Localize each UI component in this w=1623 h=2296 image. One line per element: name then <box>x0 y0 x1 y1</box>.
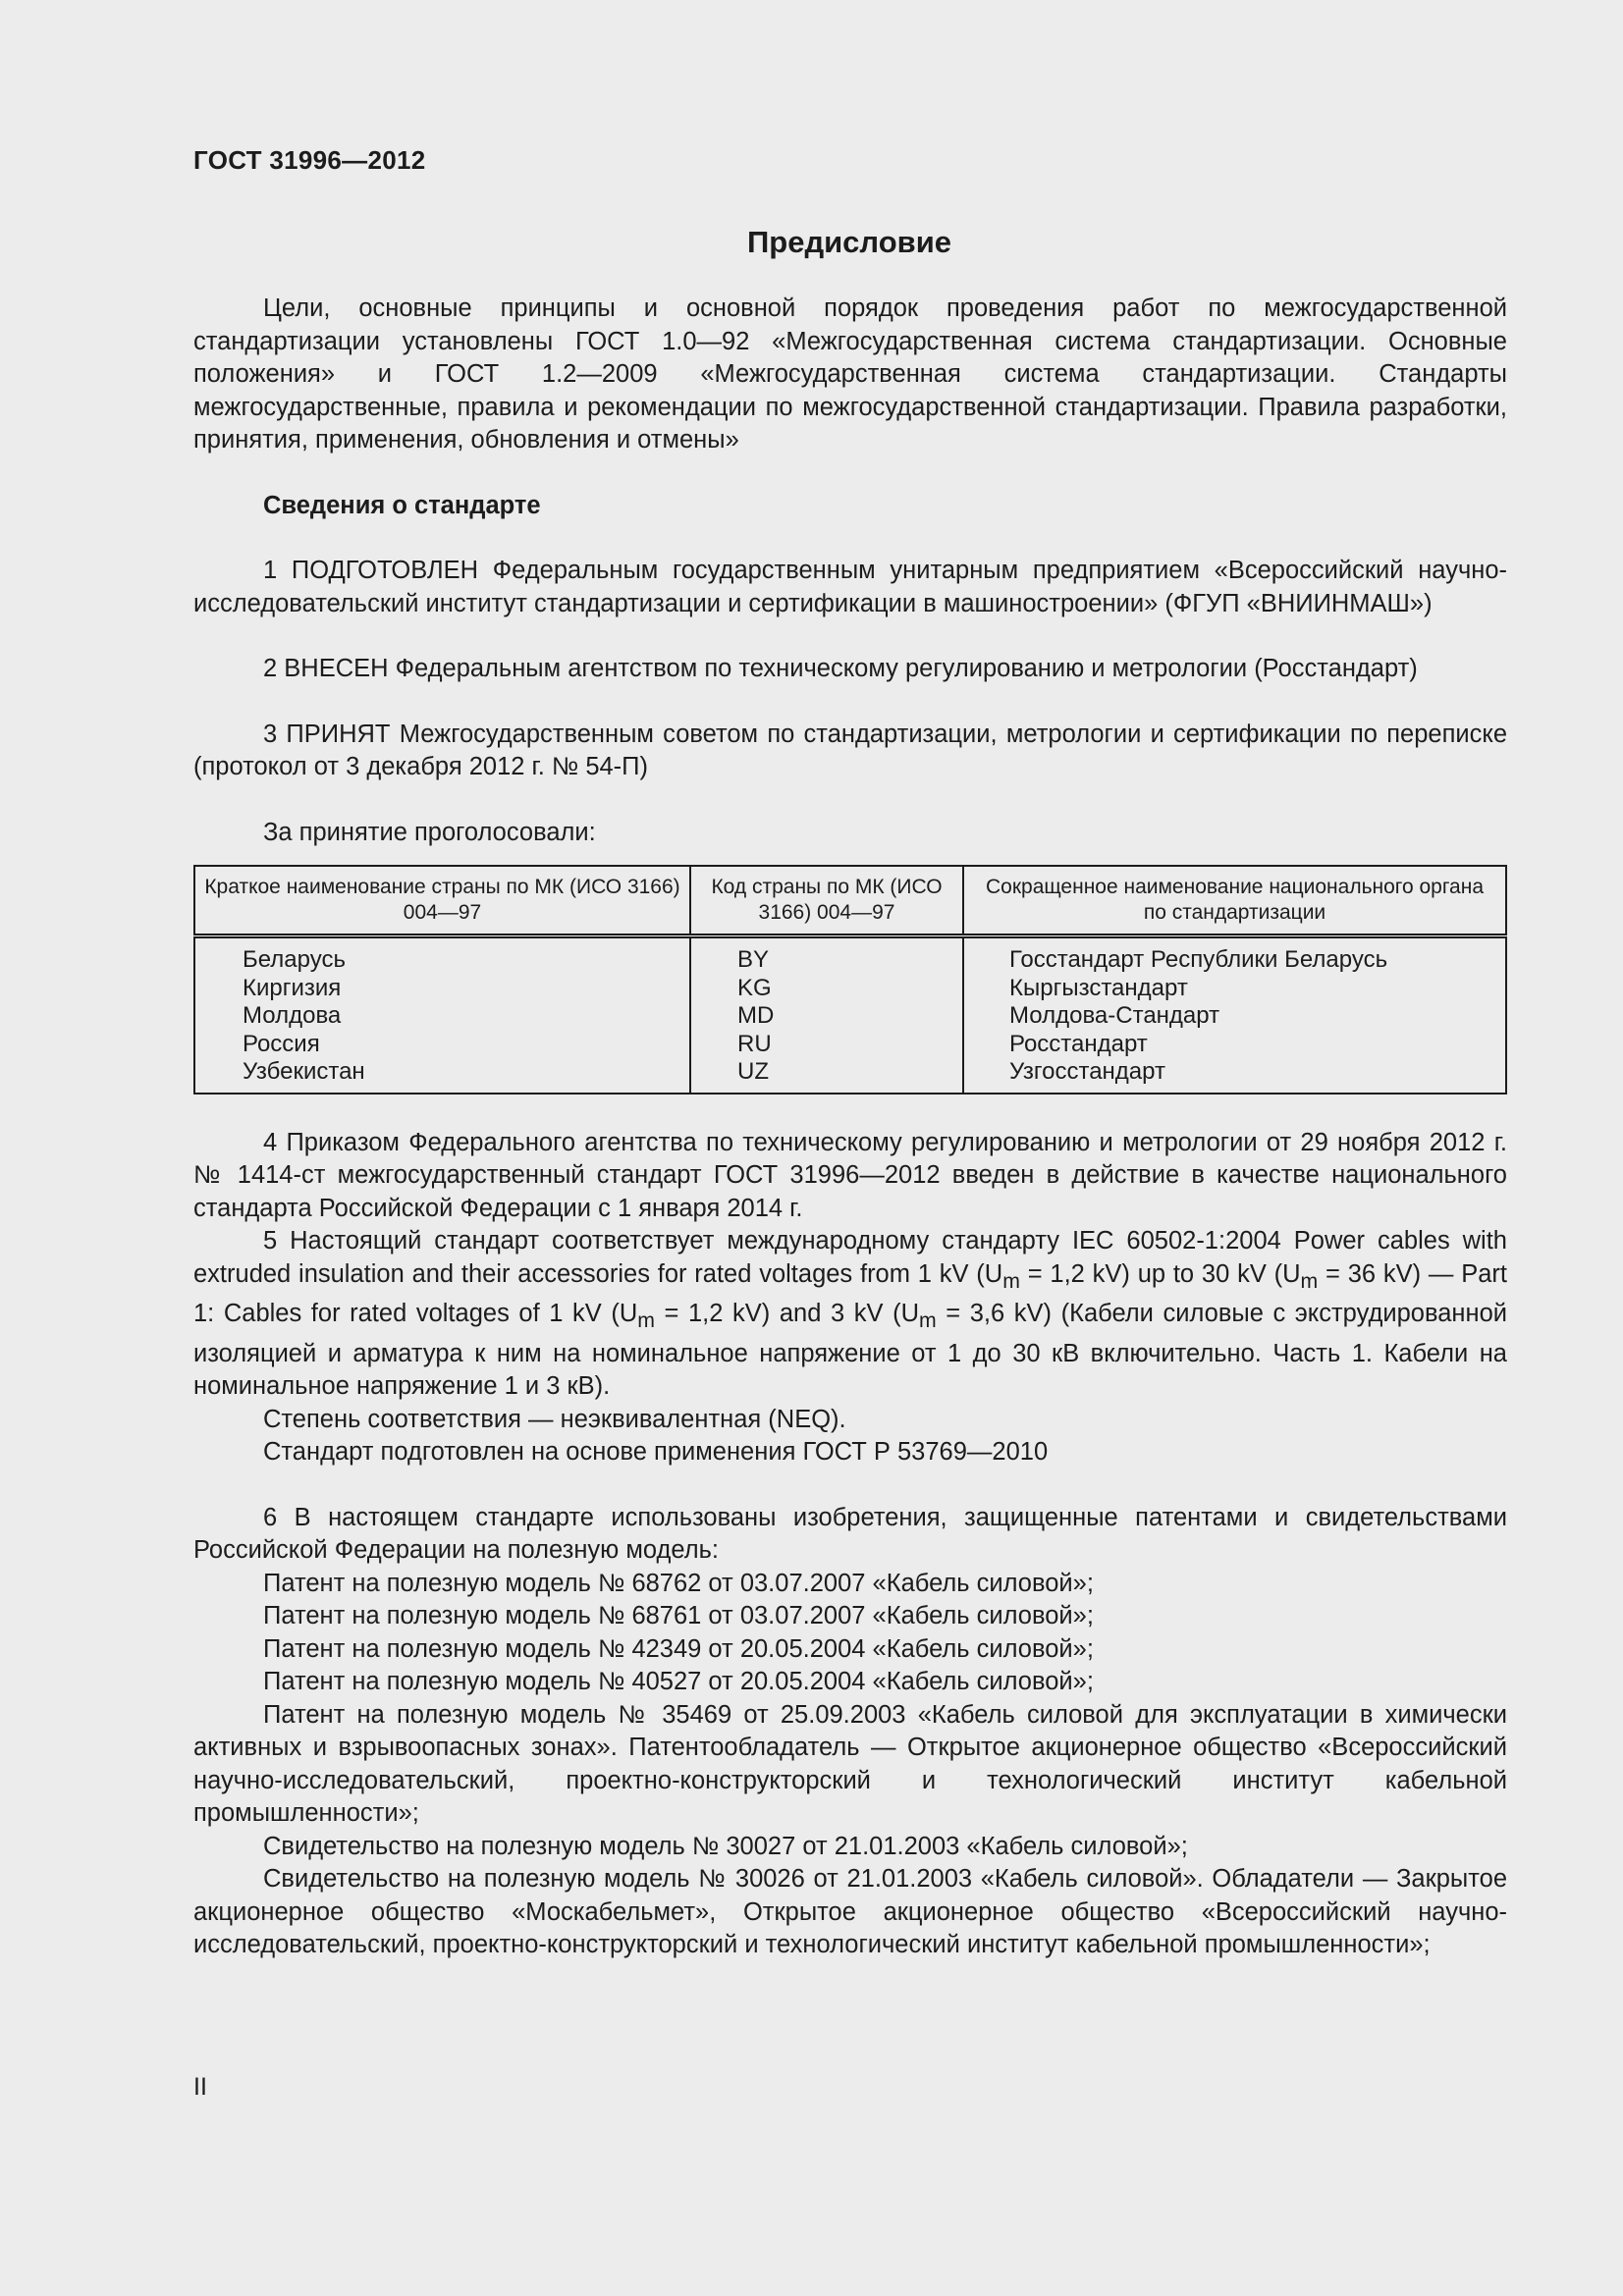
table-header-body: Сокращенное наименование национального органа по стандартизации <box>963 866 1506 936</box>
standard-basis: Стандарт подготовлен на основе применения ГОСТ Р 53769—2010 <box>263 1438 1049 1467</box>
table-cell-body: Кыргызстандарт <box>963 975 1506 1003</box>
table-cell-country: Россия <box>194 1031 690 1059</box>
item-3-paragraph: 3 ПРИНЯТ Межгосударственным советом по стандартизации, метрологии и сертификации по переписке (протокол от 3 декабря 2012 г. № 54-П) <box>193 720 1507 780</box>
table-row <box>194 1002 1506 1031</box>
table-cell-code: UZ <box>690 1058 963 1094</box>
item-1-paragraph: 1 ПОДГОТОВЛЕН Федеральным государственным унитарным предприятием «Всероссийский научно-исследовательский институт стандартизации и сертификации в машиностроении» (ФГУП «ВНИИНМАШ») <box>193 557 1507 617</box>
table-cell-code: RU <box>690 1031 963 1059</box>
table-row <box>194 1058 1506 1094</box>
table-cell-body: Узгосстандарт <box>963 1058 1506 1094</box>
patent-item: Свидетельство на полезную модель № 30027 от 21.01.2003 «Кабель силовой»; <box>263 1832 1188 1860</box>
table-header-row <box>194 866 1506 936</box>
patent-item: Патент на полезную модель № 68762 от 03.07.2007 «Кабель силовой»; <box>263 1569 1094 1597</box>
section-heading: Сведения о стандарте <box>263 491 541 519</box>
patent-item: Патент на полезную модель № 68761 от 03.07.2007 «Кабель силовой»; <box>263 1602 1094 1630</box>
table-header-code: Код страны по МК (ИСО 3166) 004—97 <box>690 866 963 936</box>
table-cell-code: BY <box>690 936 963 975</box>
voted-label: За принятие проголосовали: <box>263 818 596 846</box>
patent-item: Свидетельство на полезную модель № 30026 от 21.01.2003 «Кабель силовой». Обладатели — Закрытое акционерное общество «Москабельмет», Открытое акционерное общество «Всероссийский научно-исследовательский, проектно-конструкторский и технологический институт кабельной промышленности»; <box>193 1865 1507 1959</box>
table-cell-country: Молдова <box>194 1002 690 1031</box>
degree-of-conformity: Степень соответствия — неэквивалентная (NEQ). <box>263 1405 846 1433</box>
patent-item: Патент на полезную модель № 35469 от 25.09.2003 «Кабель силовой для эксплуатации в химически активных и взрывоопасных зонах». Патентообладатель — Открытое акционерное общество «Всероссийский научно-исследовательский, проектно-конструкторский и технологический институт кабельной промышленности»; <box>193 1700 1507 1828</box>
item-6-paragraph: 6 В настоящем стандарте использованы изобретения, защищенные патентами и свидетельствами Российской Федерации на полезную модель: <box>193 1503 1507 1565</box>
item-4-paragraph: 4 Приказом Федерального агентства по техническому регулированию и метрологии от 29 ноября 2012 г. № 1414-ст межгосударственный стандарт ГОСТ 31996—2012 введен в действие в качестве национального стандарта Российской Федерации с 1 января 2014 г. <box>193 1128 1507 1222</box>
table-cell-code: MD <box>690 1002 963 1031</box>
table-row <box>194 936 1506 975</box>
patent-item: Патент на полезную модель № 42349 от 20.05.2004 «Кабель силовой»; <box>263 1634 1094 1663</box>
table-cell-country: Киргизия <box>194 975 690 1003</box>
voting-countries-table <box>193 865 1507 1095</box>
item-2-paragraph: 2 ВНЕСЕН Федеральным агентством по техническому регулированию и метрологии (Росстандарт) <box>263 655 1418 682</box>
table-header-country: Краткое наименование страны по МК (ИСО 3166) 004—97 <box>194 866 690 936</box>
table-cell-country: Беларусь <box>194 936 690 975</box>
table-cell-body: Молдова-Стандарт <box>963 1002 1506 1031</box>
document-body <box>193 293 1507 1962</box>
intro-paragraph: Цели, основные принципы и основной порядок проведения работ по межгосударственной стандартизации установлены ГОСТ 1.0—92 «Межгосударственная система стандартизации. Основные положения» и ГОСТ 1.2—2009 «Межгосударственная система стандартизации. Стандарты межгосударственные, правила и рекомендации по межгосударственной стандартизации. Правила разработки, принятия, применения, обновления и отмены» <box>193 294 1507 454</box>
patent-item: Патент на полезную модель № 40527 от 20.05.2004 «Кабель силовой»; <box>263 1668 1094 1696</box>
table-cell-body: Госстандарт Республики Беларусь <box>963 936 1506 975</box>
document-code-header: ГОСТ 31996—2012 <box>193 145 426 175</box>
item-5-paragraph: 5 Настоящий стандарт соответствует международному стандарту IEC 60502-1:2004 Power cables with extruded insulation and their accessories for rated voltages from 1 kV ($U_m = 1,2$ kV) up to 30 kV ($U_m = 36$ kV) — Part 1: Cables for rated voltages of 1 kV ($U_m = 1,2$ kV) and 3 kV ($U_m = 3,6$ kV) (Кабели силовые с экструдированной изоляцией и арматура к ним на номинальное напряжение от 1 до 30 кВ включительно. Часть 1. Кабели на номинальное напряжение 1 и 3 кВ). <box>193 1227 1508 1401</box>
table-cell-body: Росстандарт <box>963 1031 1506 1059</box>
table-row <box>194 1031 1506 1059</box>
page-number: II <box>193 2073 207 2101</box>
page-title: Предисловие <box>746 225 951 259</box>
table-cell-country: Узбекистан <box>194 1058 690 1094</box>
table-cell-code: KG <box>690 975 963 1003</box>
table-row <box>194 975 1506 1003</box>
